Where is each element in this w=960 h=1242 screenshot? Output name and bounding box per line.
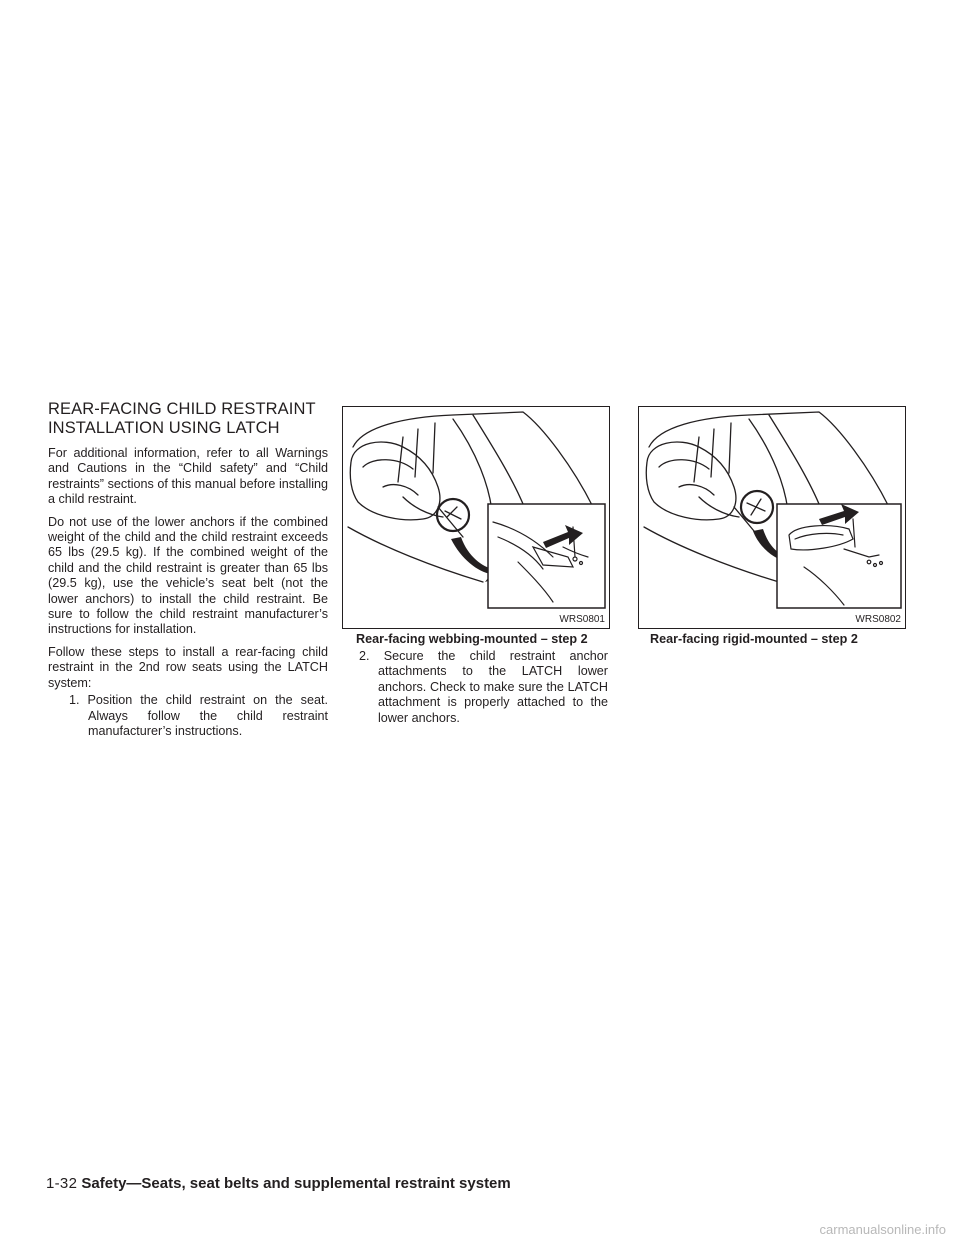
webbing-mounted-illustration — [343, 407, 610, 629]
middle-column-text — [358, 649, 608, 726]
intro-paragraph: For additional information, refer to all Warnings and Cautions in the “Child safety” and “Child restraints” sections of this manual before installing a child restraint. — [48, 446, 328, 507]
figure-rigid-mounted — [638, 406, 906, 629]
figure-webbing-mounted — [342, 406, 610, 629]
steps-intro-paragraph: Follow these steps to install a rear-facing child restraint in the 2nd row seats using the LATCH system: — [48, 644, 328, 690]
left-column — [48, 400, 328, 739]
step-2: 2. Secure the child restraint anchor attachments to the LATCH lower anchors. Check to make sure the LATCH attachment is properly attached to the lower anchors. — [359, 649, 608, 725]
chapter-title: Safety—Seats, seat belts and supplemental restraint system — [81, 1175, 511, 1192]
section-heading-line1: REAR-FACING CHILD RESTRAINT — [48, 400, 316, 418]
figure-caption-webbing: Rear-facing webbing-mounted – step 2 — [356, 632, 588, 646]
section-heading — [48, 400, 328, 438]
page-number: 1-32 — [46, 1175, 78, 1192]
page-footer — [46, 1175, 511, 1193]
step-1: 1. Position the child restraint on the seat. Always follow the child restraint manufacturer’s instructions. — [69, 693, 328, 738]
figure-caption-rigid: Rear-facing rigid-mounted – step 2 — [650, 632, 858, 646]
weight-warning-paragraph: Do not use of the lower anchors if the combined weight of the child and the child restraint exceeds 65 lbs (29.5 kg). If the combined weight of the child and the child restraint is greater than 65 lbs (29.5 kg), use the vehicle’s seat belt (not the lower anchors) to install the child restraint. Be sure to follow the child restraint manufacturer’s instructions for installation. — [48, 514, 328, 637]
section-heading-line2: INSTALLATION USING LATCH — [48, 419, 280, 437]
rigid-mounted-illustration — [639, 407, 906, 629]
figure-code: WRS0801 — [559, 614, 605, 625]
watermark: carmanualsonline.info — [819, 1222, 946, 1237]
figure-code: WRS0802 — [855, 614, 901, 625]
